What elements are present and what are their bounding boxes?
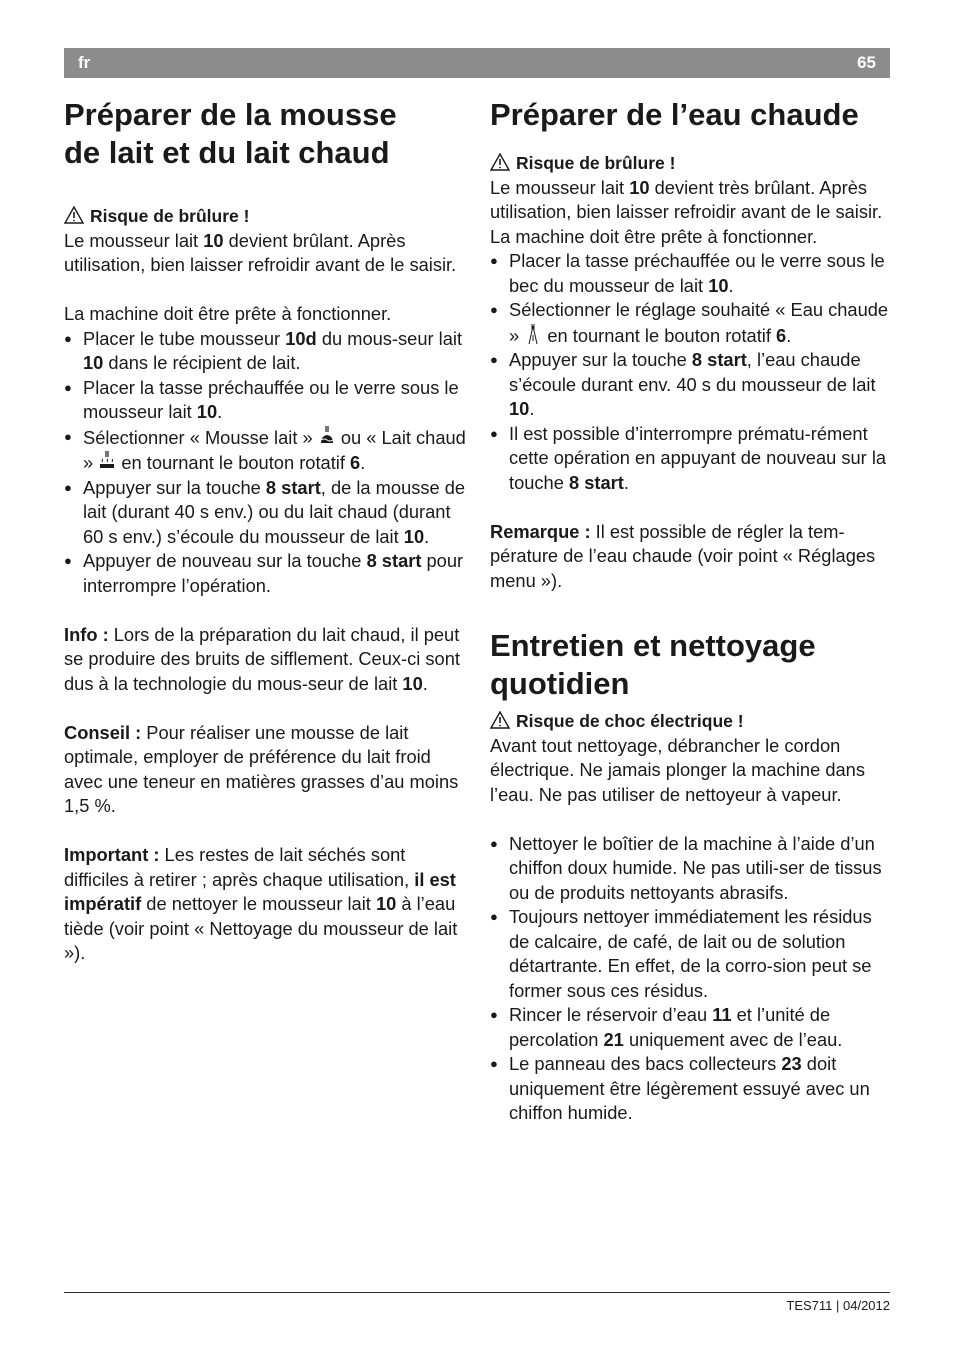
section-title-milk: Préparer de la mousse de lait et du lait chaud [64,97,397,170]
list-item: ● Appuyer sur la touche 8 start, de la mousse de lait (durant 40 s env.) ou du lait chaud (durant 60 s env.) s’écoule du mousseur de lait 10. [64,476,466,550]
warning-heading: Risque de choc électrique ! [490,709,890,734]
warning-triangle-icon [64,206,84,224]
important-note: Important : Les restes de lait séchés sont difficiles à retirer ; après chaque utilisation, il est impératif de nettoyer le mousseur lait 10 à l’eau tiède (voir point « Nettoyage du mousseur de lait »). [64,844,458,963]
list-item: ● Placer le tube mousseur 10d du mous-seur lait 10 dans le récipient de lait. [64,327,466,376]
warning-text: Avant tout nettoyage, débrancher le cordon électrique. Ne jamais plonger la machine dans l’eau. Ne pas utiliser de nettoyeur à vapeur. [490,734,865,805]
list-item: ● Rincer le réservoir d’eau 11 et l’unité de percolation 21 uniquement avec de l’eau. [490,1003,890,1052]
milk-foam-icon [318,425,336,447]
section-title-hot-water: Préparer de l’eau chaude [490,97,859,132]
hot-water-steps-list [490,249,890,495]
list-item: ● Le panneau des bacs collecteurs 23 doit uniquement être légèrement essuyé avec un chiffon humide. [490,1052,890,1126]
list-item: ● Toujours nettoyer immédiatement les résidus de calcaire, de café, de lait ou de solution détartrante. En effet, de la corro-sion peut se former sous ces résidus. [490,905,890,1003]
page-number: 65 [857,53,876,72]
list-item: ● Appuyer sur la touche 8 start, l’eau chaude s’écoule durant env. 40 s du mousseur de lait 10. [490,348,890,422]
list-item: ● Nettoyer le boîtier de la machine à l’aide d’un chiffon doux humide. Ne pas utili-ser de tissus ou de produits nettoyants abrasifs. [490,832,890,906]
info-note: Info : Lors de la préparation du lait chaud, il peut se produire des bruits de sifflement. Ceux-ci sont dus à la technologie du mous-seur de lait 10. [64,623,460,694]
warning-triangle-icon [490,711,510,729]
footer-divider [64,1292,890,1293]
left-column [64,96,466,966]
right-column [490,96,890,1126]
warning-text: Le mousseur lait 10 devient brûlant. Après utilisation, bien laisser refroidir avant de le saisir. [64,229,457,275]
milk-steps-list [64,327,466,599]
list-item: ● Placer la tasse préchauffée ou le verre sous le mousseur lait 10. [64,376,466,425]
section-title-cleaning: Entretien et nettoyage quotidien [490,628,816,701]
list-item: ● Sélectionner le réglage souhaité « Eau chaude » en tournant le bouton rotatif 6. [490,298,890,348]
language-label: fr [78,53,91,72]
warning-heading: Risque de brûlure ! [490,151,890,176]
list-item: ● Placer la tasse préchauffée ou le verre sous le bec du mousseur de lait 10. [490,249,890,298]
ready-text: La machine doit être prête à fonctionner. [64,303,392,324]
cleaning-steps-list [490,832,890,1126]
warning-heading: Risque de brûlure ! [64,204,466,229]
warning-text: Le mousseur lait 10 devient très brûlant. Après utilisation, bien laisser refroidir avant de le saisir. [490,176,883,222]
footer-model-date: TES711 | 04/2012 [786,1298,890,1313]
list-item: ● Il est possible d’interrompre prématu-rément cette opération en appuyant de nouveau sur la touche 8 start. [490,422,890,496]
ready-text: La machine doit être prête à fonctionner. [490,225,818,247]
advice-note: Conseil : Pour réaliser une mousse de lait optimale, employer de préférence du lait froid avec une teneur en matières grasses d’au moins 1,5 %. [64,721,459,816]
list-item: ● Sélectionner « Mousse lait » ou « Lait chaud » en tournant le bouton rotatif 6. [64,425,466,476]
remark-note: Remarque : Il est possible de régler la tem-pérature de l’eau chaude (voir point « Réglages menu »). [490,520,876,591]
warning-triangle-icon [490,153,510,171]
page-header [64,48,890,78]
hot-water-icon [524,323,542,345]
list-item: ● Appuyer de nouveau sur la touche 8 start pour interrompre l’opération. [64,549,466,598]
hot-milk-icon [98,450,116,472]
